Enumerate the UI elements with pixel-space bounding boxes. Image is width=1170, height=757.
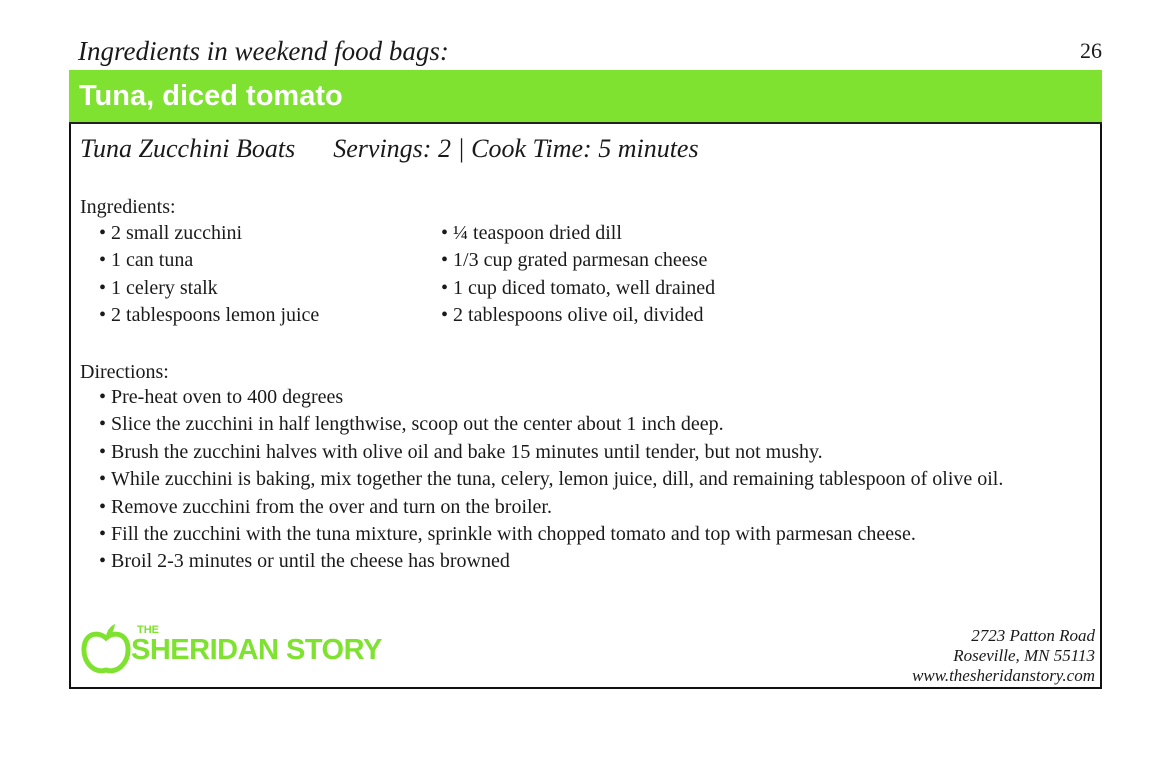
logo-small-text: THE	[137, 624, 159, 636]
list-item: • Slice the zucchini in half lengthwise, scoop out the center about 1 inch deep.	[99, 411, 1089, 438]
directions-list	[99, 384, 1089, 576]
directions-label: Directions:	[80, 361, 169, 383]
recipe-card	[69, 124, 1102, 689]
page-title: Ingredients in weekend food bags:	[78, 36, 449, 66]
recipe-name: Tuna Zucchini Boats	[80, 134, 296, 163]
banner-title: Tuna, diced tomato	[79, 80, 343, 112]
ingredients-label: Ingredients:	[80, 196, 176, 218]
list-item: • 1/3 cup grated parmesan cheese	[441, 247, 715, 274]
list-item: • 2 small zucchini	[99, 220, 319, 247]
address-line-2: Roseville, MN 55113	[953, 646, 1095, 665]
list-item: • 1 celery stalk	[99, 275, 319, 302]
list-item: • Brush the zucchini halves with olive oil and bake 15 minutes until tender, but not mushy.	[99, 439, 1089, 466]
address-block	[912, 626, 1095, 686]
website-text: www.thesheridanstory.com	[912, 666, 1095, 685]
sheridan-story-logo	[81, 620, 401, 680]
list-item: • Broil 2-3 minutes or until the cheese has browned	[99, 548, 1089, 575]
list-item: • Fill the zucchini with the tuna mixture, sprinkle with chopped tomato and top with parmesan cheese.	[99, 521, 1089, 548]
page-number: 26	[1080, 38, 1102, 63]
list-item: • 1 cup diced tomato, well drained	[441, 275, 715, 302]
ingredients-list-left	[99, 220, 319, 330]
page-header	[78, 34, 1102, 68]
category-banner	[69, 70, 1102, 124]
address-line-1: 2723 Patton Road	[971, 626, 1095, 645]
list-item: • 2 tablespoons olive oil, divided	[441, 302, 715, 329]
apple-icon	[81, 622, 131, 676]
list-item: • 1 can tuna	[99, 247, 319, 274]
list-item: • While zucchini is baking, mix together the tuna, celery, lemon juice, dill, and remaining tablespoon of olive oil.	[99, 466, 1089, 493]
logo-name: SHERIDAN STORY	[131, 634, 382, 666]
list-item: • Pre-heat oven to 400 degrees	[99, 384, 1089, 411]
list-item: • Remove zucchini from the over and turn on the broiler.	[99, 494, 1089, 521]
list-item: • ¼ teaspoon dried dill	[441, 220, 715, 247]
recipe-heading	[80, 132, 699, 166]
recipe-meta: Servings: 2 | Cook Time: 5 minutes	[333, 134, 699, 163]
ingredients-list-right	[441, 220, 715, 330]
list-item: • 2 tablespoons lemon juice	[99, 302, 319, 329]
